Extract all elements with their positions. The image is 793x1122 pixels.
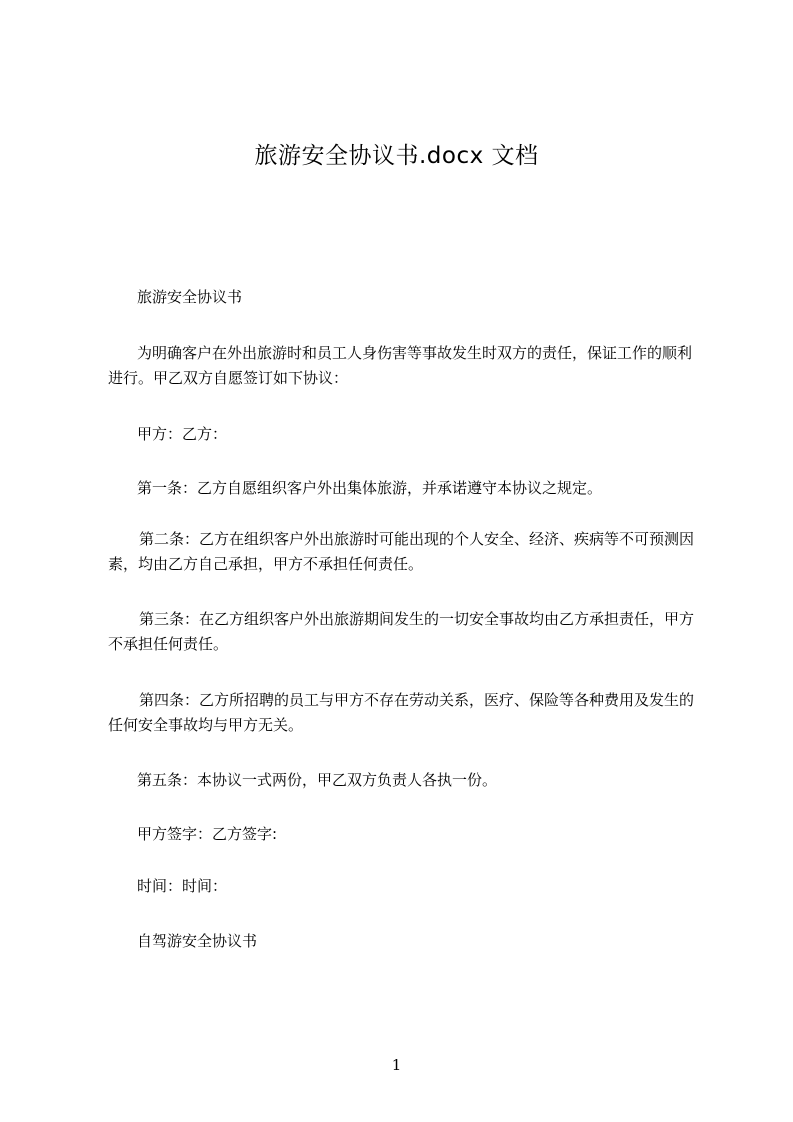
paragraph-dates: 时间：时间： bbox=[137, 877, 228, 895]
paragraph-article-2: 第二条：乙方在组织客户外出旅游时可能出现的个人安全、经济、疾病等不可预测因素，均由乙方自己承担，甲方不承担任何责任。 bbox=[108, 530, 695, 573]
paragraph-article-5: 第五条：本协议一式两份，甲乙双方负责人各执一份。 bbox=[137, 771, 498, 789]
document-title: 旅游安全协议书.docx 文档 bbox=[254, 143, 539, 169]
paragraph-article-3: 第三条：在乙方组织客户外出旅游期间发生的一切安全事故均由乙方承担责任，甲方不承担任何责任。 bbox=[108, 610, 695, 653]
paragraph-article-1: 第一条：乙方自愿组织客户外出集体旅游，并承诺遵守本协议之规定。 bbox=[137, 479, 603, 497]
page-number: 1 bbox=[391, 1056, 402, 1074]
paragraph-next-heading: 自驾游安全协议书 bbox=[137, 932, 258, 950]
paragraph-parties: 甲方：乙方： bbox=[137, 425, 228, 443]
paragraph-signatures: 甲方签字：乙方签字: bbox=[137, 825, 278, 843]
paragraph-purpose: 为明确客户在外出旅游时和员工人身伤害等事故发生时双方的责任，保证工作的顺利进行。甲乙双方自愿签订如下协议： bbox=[108, 344, 693, 387]
paragraph-article-4: 第四条：乙方所招聘的员工与甲方不存在劳动关系，医疗、保险等各种费用及发生的任何安全事故均与甲方无关。 bbox=[108, 691, 695, 734]
paragraph-heading: 旅游安全协议书 bbox=[137, 288, 243, 306]
